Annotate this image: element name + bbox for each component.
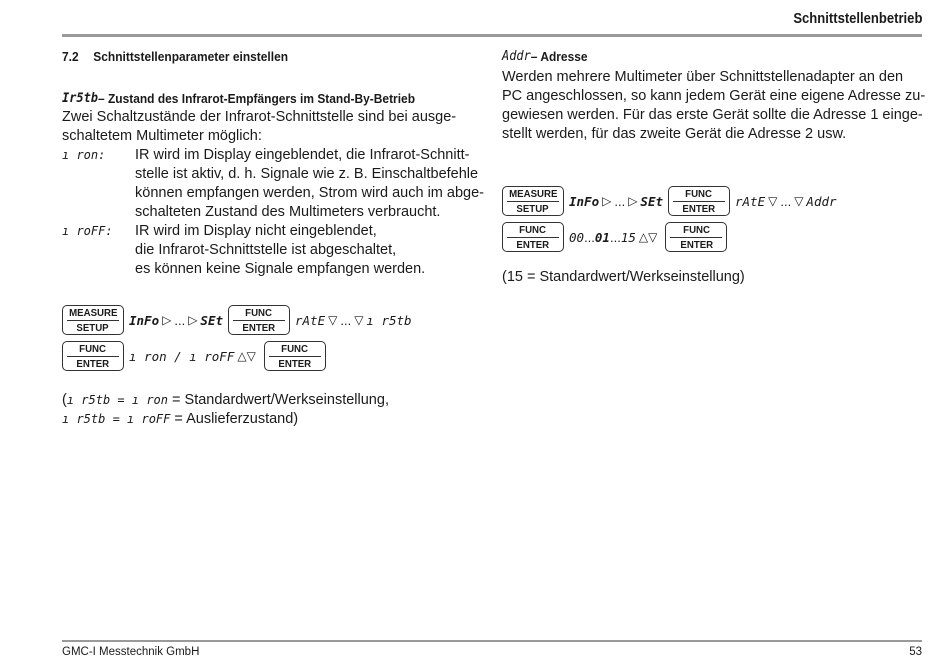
irstb-heading xyxy=(62,88,448,108)
func-enter-key xyxy=(228,305,290,335)
intro-line: stellt werden, für das zweite Gerät die Adresse 2 usw. xyxy=(502,126,847,142)
note-paren: ( xyxy=(62,392,67,408)
right-arrow-icon: ▷ xyxy=(188,313,198,327)
func-enter-key xyxy=(668,186,730,216)
irstb-note xyxy=(62,391,482,429)
key-top-label: FUNC xyxy=(685,187,713,200)
down-arrow-icon: ▽ xyxy=(768,194,778,208)
key-top-label: FUNC xyxy=(79,342,107,355)
key-divider xyxy=(507,237,559,238)
addr-heading xyxy=(502,46,875,66)
addr-intro xyxy=(502,68,926,144)
right-arrow-icon: ▷ xyxy=(602,194,612,208)
lcd-rate: rAtE xyxy=(295,312,326,328)
intro-line: Werden mehrere Multimeter über Schnittstellenadapter an den xyxy=(502,69,904,85)
lcd-values: ı ron / ı roFF xyxy=(129,348,235,364)
ellipsis: ... xyxy=(780,193,792,209)
lcd-value-00: 00 xyxy=(569,229,585,245)
key-bottom-label: ENTER xyxy=(278,357,312,370)
menu-path xyxy=(295,313,412,328)
key-top-label: FUNC xyxy=(281,342,309,355)
definition-iroff xyxy=(62,222,482,279)
key-top-label: FUNC xyxy=(682,223,710,236)
addr-code: Addr xyxy=(502,48,531,64)
key-sequence-1 xyxy=(62,303,482,337)
key-divider xyxy=(233,320,285,321)
header-rule xyxy=(62,34,922,37)
intro-line: PC angeschlossen, so kann jedem Gerät eine eigene Adresse zu- xyxy=(502,88,926,104)
definition-term: ı ron: xyxy=(62,148,106,162)
ellipsis: ... xyxy=(614,193,626,209)
left-column xyxy=(62,46,482,429)
down-arrow-icon: ▽ xyxy=(354,313,364,327)
menu-path xyxy=(129,313,223,328)
ellipsis: ... xyxy=(174,312,186,328)
definition-line: stelle ist aktiv, d. h. Signale wie z. B. Einschaltbefehle xyxy=(135,166,479,182)
key-sequence-1 xyxy=(502,184,907,218)
section-heading xyxy=(62,46,448,66)
key-divider xyxy=(670,237,722,238)
right-arrow-icon: ▷ xyxy=(628,194,638,208)
key-top-label: MEASURE xyxy=(508,187,558,200)
key-bottom-label: ENTER xyxy=(242,321,276,334)
irstb-title: – Zustand des Infrarot-Empfängers im Stand-By-Betrieb xyxy=(98,90,416,106)
key-bottom-label: ENTER xyxy=(76,357,110,370)
lcd-set: SEt xyxy=(640,193,663,209)
note-code: ı r5tb = ı roFF xyxy=(62,412,171,426)
up-down-arrow-icon: △▽ xyxy=(237,349,256,363)
intro-line: gewiesen werden. Für das erste Gerät sollte die Adresse 1 einge- xyxy=(502,107,923,123)
intro-line: Zwei Schaltzustände der Infrarot-Schnittstelle sind bei ausge- xyxy=(62,109,457,125)
key-bottom-label: ENTER xyxy=(679,238,713,251)
down-arrow-icon: ▽ xyxy=(328,313,338,327)
lcd-set: SEt xyxy=(200,312,223,328)
down-arrow-icon: ▽ xyxy=(794,194,804,208)
ellipsis: ... xyxy=(609,229,621,245)
func-enter-key xyxy=(665,222,727,252)
page-header-title: Schnittstellenbetrieb xyxy=(792,11,922,27)
up-down-arrow-icon: △▽ xyxy=(638,230,658,244)
lcd-info: InFo xyxy=(569,193,600,209)
lcd-value-01: 01 xyxy=(594,229,610,245)
menu-path xyxy=(735,194,837,209)
irstb-code: Ir5tb xyxy=(62,90,99,106)
measure-setup-key xyxy=(502,186,564,216)
definition-iron xyxy=(62,146,482,222)
irstb-intro xyxy=(62,108,482,146)
note-line xyxy=(62,391,482,410)
menu-path xyxy=(569,194,663,209)
key-divider xyxy=(67,356,119,357)
definition-line: IR wird im Display nicht eingeblendet, xyxy=(135,223,377,239)
key-bottom-label: SETUP xyxy=(76,321,110,334)
key-divider xyxy=(67,320,119,321)
func-enter-key xyxy=(62,341,124,371)
func-enter-key xyxy=(502,222,564,252)
definition-line: schalteten Zustand des Multimeters verbraucht. xyxy=(135,204,441,220)
section-title: Schnittstellenparameter einstellen xyxy=(93,48,289,64)
key-sequence-2 xyxy=(502,220,907,254)
note-code: ı r5tb = ı ron xyxy=(66,393,168,407)
definition-line: die Infrarot-Schnittstelle ist abgeschaltet, xyxy=(135,242,397,258)
lcd-value-15: 15 xyxy=(620,229,636,245)
definition-line: IR wird im Display eingeblendet, die Infrarot-Schnitt- xyxy=(135,147,470,163)
lcd-irstb: ı r5tb xyxy=(366,312,412,328)
right-column xyxy=(502,46,926,287)
lcd-rate: rAtE xyxy=(735,193,766,209)
definition-line: können empfangen werden, Strom wird auch im abge- xyxy=(135,185,484,201)
value-choice xyxy=(129,349,259,364)
key-divider xyxy=(673,201,725,202)
key-top-label: FUNC xyxy=(245,306,273,319)
key-bottom-label: ENTER xyxy=(682,202,716,215)
ellipsis: ... xyxy=(584,229,595,245)
note-line xyxy=(62,410,482,429)
definition-term: ı roFF: xyxy=(62,224,113,238)
func-enter-key xyxy=(264,341,326,371)
key-sequence-2 xyxy=(62,339,482,373)
intro-line: schaltetem Multimeter möglich: xyxy=(62,128,262,144)
right-arrow-icon: ▷ xyxy=(162,313,172,327)
footer-rule xyxy=(62,640,922,642)
section-number: 7.2 xyxy=(62,48,79,64)
key-bottom-label: ENTER xyxy=(516,238,550,251)
addr-title: – Adresse xyxy=(530,48,588,64)
note-text: = Auslieferzustand) xyxy=(170,411,299,427)
value-range xyxy=(569,230,660,245)
note-text: = Standardwert/Werkseinstellung, xyxy=(168,392,389,408)
lcd-info: InFo xyxy=(129,312,160,328)
definition-list xyxy=(62,146,482,279)
definition-line: es können keine Signale empfangen werden. xyxy=(135,261,426,277)
key-bottom-label: SETUP xyxy=(516,202,550,215)
page-number: 53 xyxy=(909,646,922,658)
key-top-label: MEASURE xyxy=(68,306,118,319)
key-divider xyxy=(269,356,321,357)
key-divider xyxy=(507,201,559,202)
lcd-addr: Addr xyxy=(806,193,837,209)
ellipsis: ... xyxy=(340,312,352,328)
addr-note: (15 = Standardwert/Werkseinstellung) xyxy=(502,269,745,285)
footer-company: GMC-I Messtechnik GmbH xyxy=(62,646,200,658)
measure-setup-key xyxy=(62,305,124,335)
key-top-label: FUNC xyxy=(519,223,547,236)
